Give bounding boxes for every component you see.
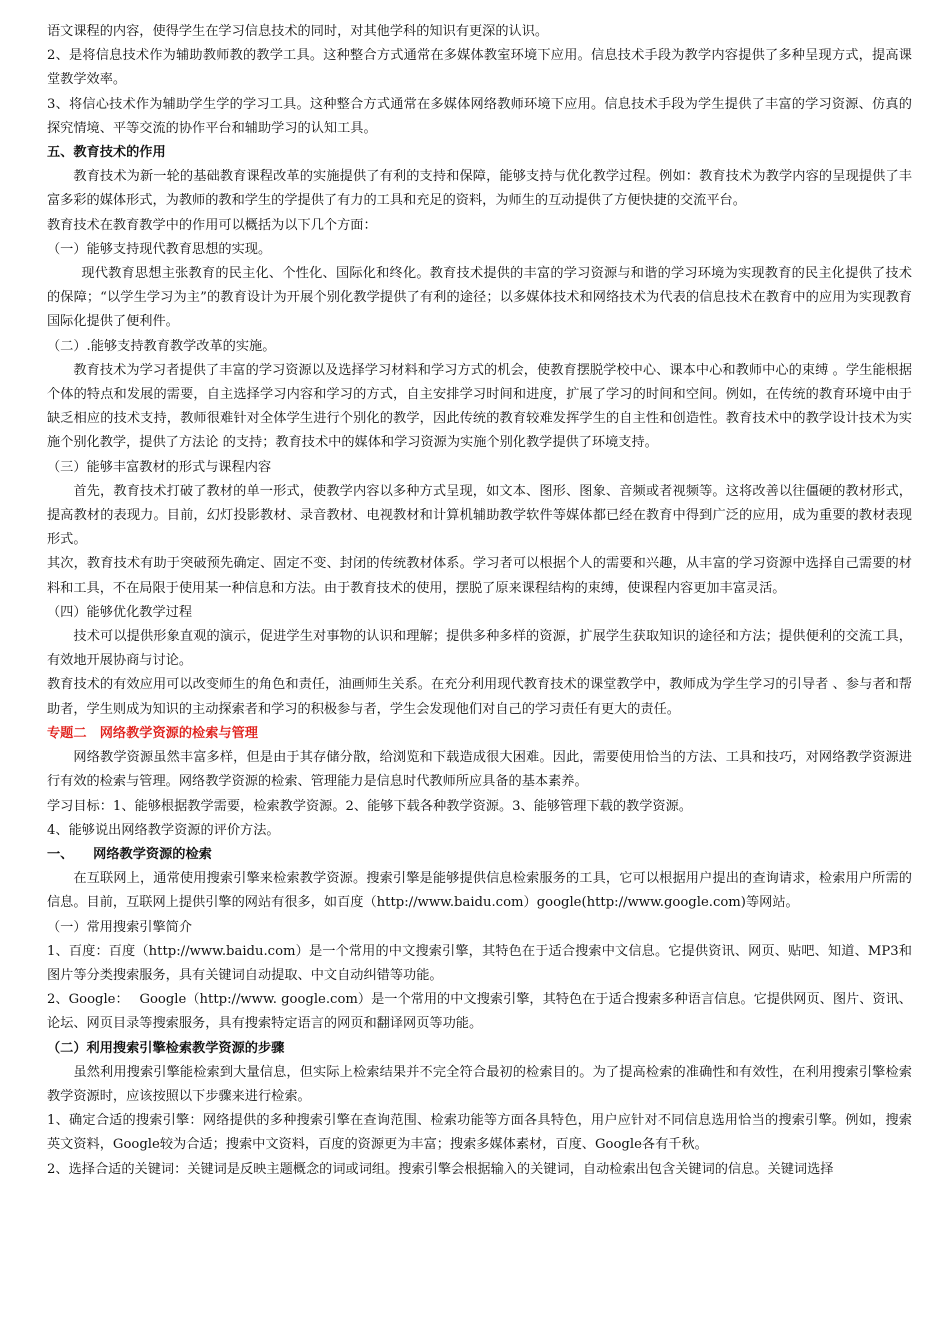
paragraph: 虽然利用搜索引擎能检索到大量信息，但实际上检索结果并不完全符合最初的检索目的。为了提高检索的准确性和有效性，在利用搜索引擎检索教学资源时，应该按照以下步骤来进行检索。 (47, 1064, 912, 1104)
paragraph: 教育技术在教育教学中的作用可以概括为以下几个方面： (47, 217, 377, 233)
paragraph: 教育技术为新一轮的基础教育课程改革的实施提供了有利的支持和保障，能够支持与优化教学过程。例如：教育技术为教学内容的呈现提供了丰富多彩的媒体形式，为教师的教和学生的学提供了有力的工具和充足的资料，为师生的互动提供了方便快捷的交流平台。 (47, 169, 912, 209)
section-heading: 五、教育技术的作用 (47, 145, 166, 161)
paragraph: 2、选择合适的关键词：关键词是反映主题概念的词或词组。搜索引擎会根据输入的关键词，自动检索出包含关键词的信息。关键词选择 (47, 1161, 834, 1177)
paragraph: 2、Google： Google（http://www. google.com）是一个常用的中文搜索引擎，其特色在于适合搜索多种语言信息。它提供网页、图片、资讯、论坛、网页目录等搜索服务，具有搜索特定语言的网页和翻译网页等功能。 (47, 992, 912, 1032)
topic-title: 专题二 网络教学资源的检索与管理 (47, 725, 258, 741)
paragraph: 技术可以提供形象直观的演示，促进学生对事物的认识和理解；提供多种多样的资源，扩展学生获取知识的途径和方法；提供便利的交流工具，有效地开展协商与讨论。 (47, 629, 912, 669)
paragraph: 首先，教育技术打破了教材的单一形式，使教学内容以多种方式呈现，如文本、图形、图象、音频或者视频等。这将改善以往僵硬的教材形式，提高教材的表现力。目前，幻灯投影教材、录音教材、电视教材和计算机辅助教学软件等媒体都已经在教育中得到广泛的应用，成为重要的教材表现形式。 (47, 483, 912, 548)
paragraph: 现代教育思想主张教育的民主化、个性化、国际化和终化。教育技术提供的丰富的学习资源与和谐的学习环境为实现教育的民主化提供了技术的保障；“以学生学习为主”的教育设计为开展个别化教学提供了有利的途径；以多媒体技术和网络技术为代表的信息技术在教育中的应用为实现教育国际化提供了便利件。 (47, 266, 912, 330)
learning-objectives: 学习目标：1、能够根据教学需要，检索教学资源。2、能够下载各种教学资源。3、能够管理下载的教学资源。 (47, 798, 692, 814)
paragraph: 1、确定合适的搜索引擎：网络提供的多种搜索引擎在查询范围、检索功能等方面各具特色，用户应针对不同信息选用恰当的搜索引擎。例如，搜索英文资料，Google较为合适；搜索中文资料，百度的资源更为丰富；搜索多媒体素材，百度、Google各有千秋。 (47, 1113, 912, 1153)
paragraph: 网络教学资源虽然丰富多样，但是由于其存储分散，给浏览和下载造成很大困难。因此，需要使用恰当的方法、工具和技巧，对网络教学资源进行有效的检索与管理。网络教学资源的检索、管理能力是信息时代教师所应具备的基本素养。 (47, 750, 912, 790)
subsection-heading: （三）能够丰富教材的形式与课程内容 (47, 459, 272, 475)
subsection-heading: （一）能够支持现代教育思想的实现。 (47, 241, 272, 257)
paragraph: 1、百度：百度（http://www.baidu.com）是一个常用的中文搜索引擎，其特色在于适合搜索中文信息。它提供资讯、网页、贴吧、知道、MP3和图片等分类搜索服务，具有关键词自动提取、中文自动纠错等功能。 (47, 943, 912, 983)
paragraph: 教育技术的有效应用可以改变师生的角色和责任，油画师生关系。在充分利用现代教育技术的课堂教学中，教师成为学生学习的引导者 、参与者和帮助者，学生则成为知识的主动探索者和学习的积极参与者，学生会发现他们对自己的学习责任有更大的责任。 (47, 677, 912, 717)
subsection-heading: （一）常用搜索引擎简介 (47, 919, 193, 935)
section-heading: 一、 网络教学资源的检索 (47, 846, 212, 862)
subsection-heading: （二）.能够支持教育教学改革的实施。 (47, 338, 276, 354)
paragraph: 其次，教育技术有助于突破预先确定、固定不变、封闭的传统教材体系。学习者可以根据个人的需要和兴趣，从丰富的学习资源中选择自己需要的材料和工具，不在局限于使用某一种信息和方法。由于教育技术的使用，摆脱了原来课程结构的束缚，使课程内容更加丰富灵活。 (47, 556, 912, 596)
paragraph: 教育技术为学习者提供了丰富的学习资源以及选择学习材料和学习方式的机会，使教育摆脱学校中心、课本中心和教师中心的束缚 。学生能根据个体的特点和发展的需要，自主选择学习内容和学习的方式，自主安排学习时间和进度，扩展了学习的时间和空间。例如，在传统的教育环境中由于缺乏相应的技术支持，教师很难针对全体学生进行个别化的教学，因此传统的教育较难发挥学生的自主性和创造性。教育技术中的教学设计技术为实施个别化教学，提供了方法论 的支持；教育技术中的媒体和学习资源为实施个别化教学提供了环境支持。 (47, 362, 912, 451)
subsection-heading: （四）能够优化教学过程 (47, 604, 193, 620)
paragraph: 2、是将信息技术作为辅助教师教的教学工具。这种整合方式通常在多媒体教室环境下应用。信息技术手段为教学内容提供了多种呈现方式，提高课堂教学效率。 (47, 48, 912, 88)
paragraph: 语文课程的内容，使得学生在学习信息技术的同时，对其他学科的知识有更深的认识。 (47, 24, 549, 39)
paragraph: 在互联网上，通常使用搜索引擎来检索教学资源。搜索引擎是能够提供信息检索服务的工具，它可以根据用户提出的查询请求，检索用户所需的信息。目前，互联网上提供引擎的网站有很多，如百度（http://www.baidu.com）google(http://www.google.com)等网站。 (47, 871, 912, 911)
subsection-heading: （二）利用搜索引擎检索教学资源的步骤 (47, 1040, 285, 1056)
learning-objectives: 4、能够说出网络教学资源的评价方法。 (47, 822, 280, 838)
paragraph: 3、将信心技术作为辅助学生学的学习工具。这种整合方式通常在多媒体网络教师环境下应用。信息技术手段为学生提供了丰富的学习资源、仿真的探究情境、平等交流的协作平台和辅助学习的认知工具。 (47, 96, 912, 136)
